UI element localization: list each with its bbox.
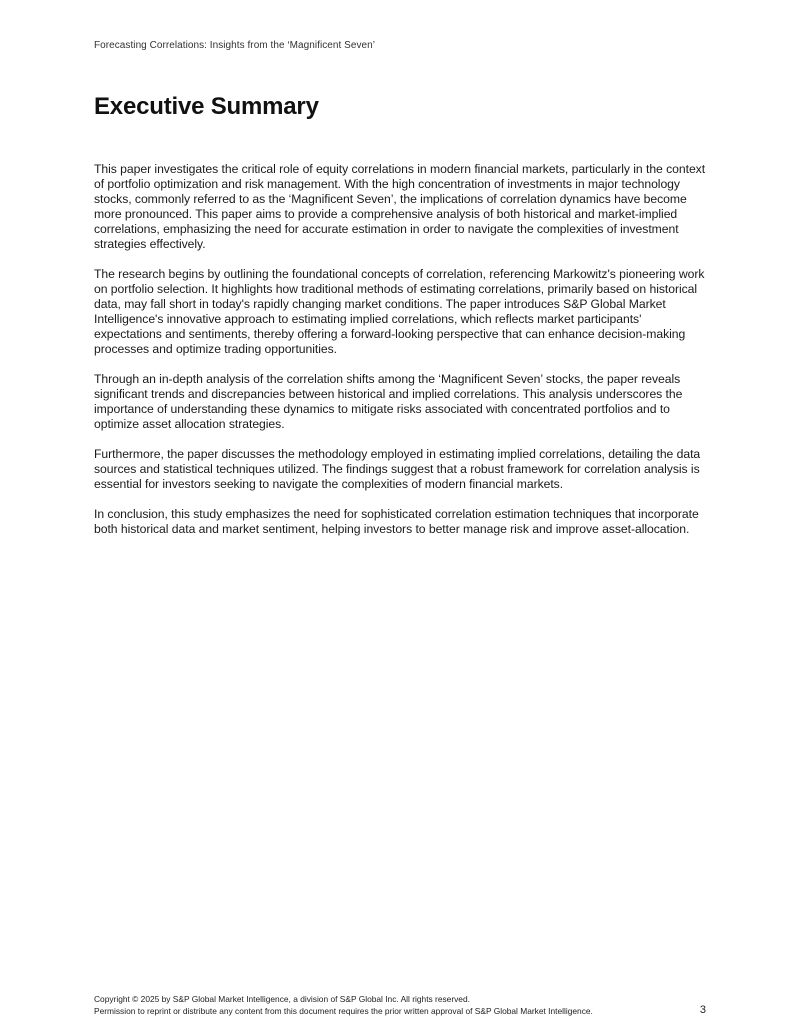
footer-copyright: Copyright © 2025 by S&P Global Market Intelligence, a division of S&P Global Inc. All rights reserved. [94, 994, 470, 1004]
running-header: Forecasting Correlations: Insights from the ‘Magnificent Seven’ [94, 40, 376, 51]
paragraph-conclusion: In conclusion, this study emphasizes the need for sophisticated correlation estimation techniques that incorporate both historical data and market sentiment, helping investors to better manage risk and improve asset-allocation. [94, 507, 699, 536]
page-title: Executive Summary [94, 93, 319, 120]
paragraph-analysis: Through an in-depth analysis of the correlation shifts among the ‘Magnificent Seven’ stocks, the paper reveals significant trends and discrepancies between historical and implied correlations. This analysis underscores the importance of understanding these dynamics to mitigate risks associated with concentrated portfolios and to optimize asset allocation strategies. [94, 372, 683, 431]
body-text [94, 162, 710, 552]
paragraph-research: The research begins by outlining the foundational concepts of correlation, referencing Markowitz's pioneering work on portfolio selection. It highlights how traditional methods of estimating correlations, primarily based on historical data, may fall short in today's rapidly changing market conditions. The paper introduces S&P Global Market Intelligence's innovative approach to estimating implied correlations, which reflects market participants' expectations and sentiments, thereby offering a forward-looking perspective that can enhance decision-making processes and optimize trading opportunities. [94, 267, 705, 356]
page-number: 3 [699, 1004, 706, 1016]
paragraph-methodology: Furthermore, the paper discusses the methodology employed in estimating implied correlations, detailing the data sources and statistical techniques utilized. The findings suggest that a robust framework for correlation analysis is essential for investors seeking to navigate the complexities of modern financial markets. [94, 447, 701, 491]
footer [94, 993, 710, 1017]
paragraph-intro: This paper investigates the critical role of equity correlations in modern financial markets, particularly in the context of portfolio optimization and risk management. With the high concentration of investments in major technology stocks, commonly referred to as the ‘Magnificent Seven’, the implications of correlation dynamics have become more pronounced. This paper aims to provide a comprehensive analysis of both historical and market-implied correlations, emphasizing the need for accurate estimation in order to navigate the complexities of investment strategies effectively. [94, 162, 706, 251]
footer-permission: Permission to reprint or distribute any content from this document requires the prior written approval of S&P Global Market Intelligence. [94, 1006, 593, 1016]
